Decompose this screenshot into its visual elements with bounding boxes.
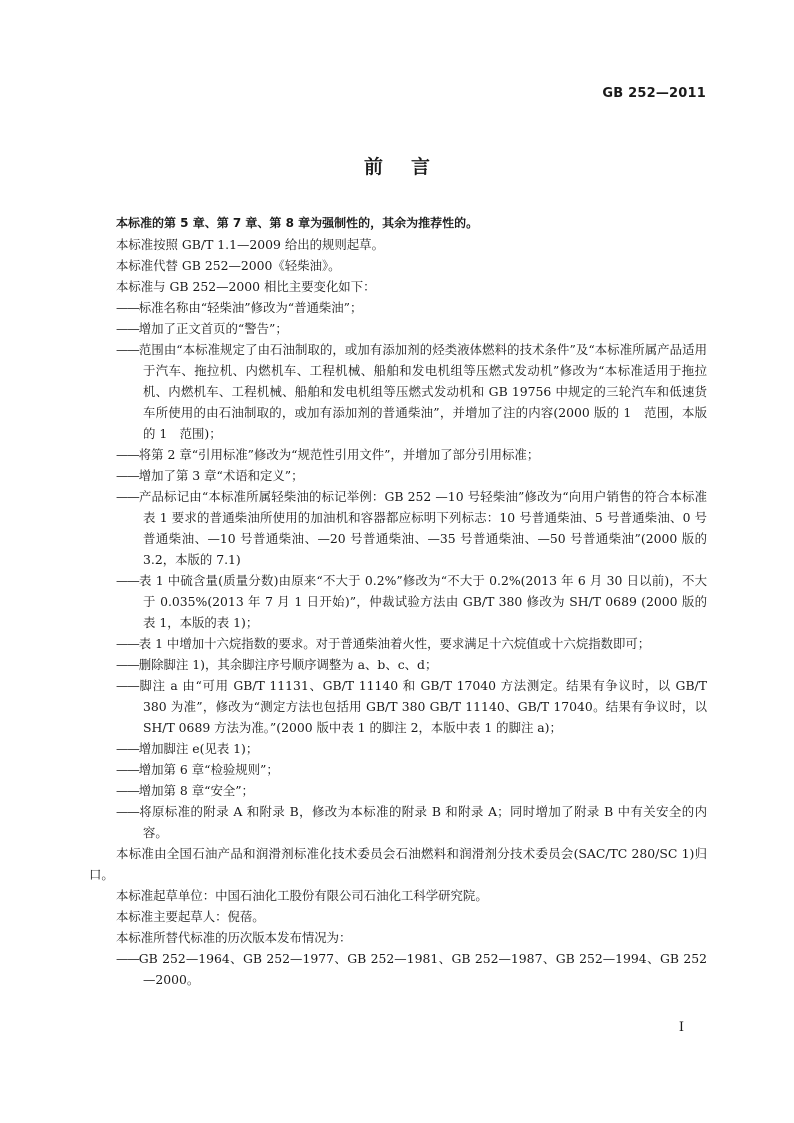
list-item <box>89 801 707 843</box>
dash-mark: —— <box>116 321 139 336</box>
list-item-text: 增加了第 3 章“术语和定义”； <box>138 468 304 483</box>
list-item <box>89 675 707 738</box>
changes-list <box>89 297 707 843</box>
list-item-text: 将原标准的附录 A 和附录 B，修改为本标准的附录 B 和附录 A；同时增加了附录 B 中有关安全的内容。 <box>138 804 707 840</box>
governing-committee-statement: 本标准由全国石油产品和润滑剂标准化技术委员会石油燃料和润滑剂分技术委员会(SAC/TC 280/SC 1)归口。 <box>89 846 707 882</box>
list-item <box>89 318 707 339</box>
list-item <box>89 738 707 759</box>
dash-mark: —— <box>116 657 139 672</box>
standard-code: GB 252—2011 <box>602 86 706 101</box>
list-item <box>89 444 707 465</box>
dash-mark: —— <box>116 573 139 588</box>
history-text: GB 252—1964、GB 252—1977、GB 252—1981、GB 252—1987、GB 252—1994、GB 252—2000。 <box>138 951 707 987</box>
mandatory-clause-statement: 本标准的第 5 章、第 7 章、第 8 章为强制性的，其余为推荐性的。 <box>116 216 479 230</box>
page-number: I <box>678 1020 684 1035</box>
changes-intro: 本标准与 GB 252—2000 相比主要变化如下： <box>116 279 376 294</box>
document-body <box>89 213 707 990</box>
list-item-text: 脚注 a 由“可用 GB/T 11131、GB/T 11140 和 GB/T 17040 方法测定。结果有争议时，以 GB/T 380 为准”，修改为“测定方法也包括用 GB/T 380 GB/T 11140、GB/T 17040。结果有争议时，以 SH/T 0689 方法为准。”(2000 版中表 1 的脚注 2，本版中表 1 的脚注 a)； <box>138 678 707 735</box>
dash-mark: —— <box>116 741 139 756</box>
list-item <box>89 339 707 444</box>
list-item-text: 表 1 中增加十六烷指数的要求。对于普通柴油着火性，要求满足十六烷值或十六烷指数即可； <box>138 636 651 651</box>
list-item <box>89 654 707 675</box>
list-item <box>89 570 707 633</box>
dash-mark: —— <box>116 804 139 819</box>
dash-mark: —— <box>116 762 139 777</box>
drafting-rules-statement: 本标准按照 GB/T 1.1—2009 给出的规则起草。 <box>116 237 384 252</box>
dash-mark: —— <box>116 468 139 483</box>
dash-mark: —— <box>116 783 139 798</box>
list-item <box>89 465 707 486</box>
list-item <box>89 297 707 318</box>
dash-mark: —— <box>116 489 139 504</box>
list-item-text: 增加第 8 章“安全”； <box>138 783 254 798</box>
history-list-item <box>89 948 707 990</box>
dash-mark: —— <box>116 636 139 651</box>
list-item <box>89 780 707 801</box>
list-item-text: 将第 2 章“引用标准”修改为“规范性引用文件”，并增加了部分引用标准； <box>138 447 540 462</box>
dash-mark: —— <box>116 678 139 693</box>
dash-mark: —— <box>116 300 139 315</box>
list-item <box>89 759 707 780</box>
list-item-text: 标准名称由“轻柴油”修改为“普通柴油”； <box>138 300 363 315</box>
history-intro: 本标准所替代标准的历次版本发布情况为： <box>116 930 352 945</box>
drafting-unit-statement: 本标准起草单位：中国石油化工股份有限公司石油化工科学研究院。 <box>116 888 488 903</box>
drafter-statement: 本标准主要起草人：倪蓓。 <box>116 909 265 924</box>
replacement-statement: 本标准代替 GB 252—2000《轻柴油》。 <box>116 258 341 273</box>
list-item <box>89 486 707 570</box>
page-title: 前言 <box>363 156 458 178</box>
list-item-text: 表 1 中硫含量(质量分数)由原来“不大于 0.2%”修改为“不大于 0.2%(2013 年 6 月 30 日以前)，不大于 0.035%(2013 年 7 月 1 日开始)”，仲裁试验方法由 GB/T 380 修改为 SH/T 0689 (2000 版的表 1，本版的表 1)； <box>138 573 707 630</box>
list-item <box>89 633 707 654</box>
list-item-text: 产品标记由“本标准所属轻柴油的标记举例：GB 252 —10 号轻柴油”修改为“向用户销售的符合本标准表 1 要求的普通柴油所使用的加油机和容器都应标明下列标志：10 号普通柴油、5 号普通柴油、0 号普通柴油、—10 号普通柴油、—20 号普通柴油、—35 号普通柴油、—50 号普通柴油”(2000 版的 3.2，本版的 7.1) <box>138 489 707 567</box>
dash-mark: —— <box>116 951 139 966</box>
dash-mark: —— <box>116 447 139 462</box>
list-item-text: 增加脚注 e(见表 1)； <box>138 741 259 756</box>
list-item-text: 范围由“本标准规定了由石油制取的，或加有添加剂的烃类液体燃料的技术条件”及“本标准所属产品适用于汽车、拖拉机、内燃机车、工程机械、船舶和发电机组等压燃式发动机”修改为“本标准适用于拖拉机、内燃机车、工程机械、船舶和发电机组等压燃式发动机和 GB 19756 中规定的三轮汽车和低速货车所使用的由石油制取的，或加有添加剂的普通柴油”，并增加了注的内容(2000 版的 1 范围，本版的 1 范围)； <box>138 342 707 441</box>
list-item-text: 删除脚注 1)，其余脚注序号顺序调整为 a、b、c、d； <box>138 657 438 672</box>
dash-mark: —— <box>116 342 139 357</box>
list-item-text: 增加了正文首页的“警告”； <box>138 321 288 336</box>
list-item-text: 增加第 6 章“检验规则”； <box>138 762 279 777</box>
